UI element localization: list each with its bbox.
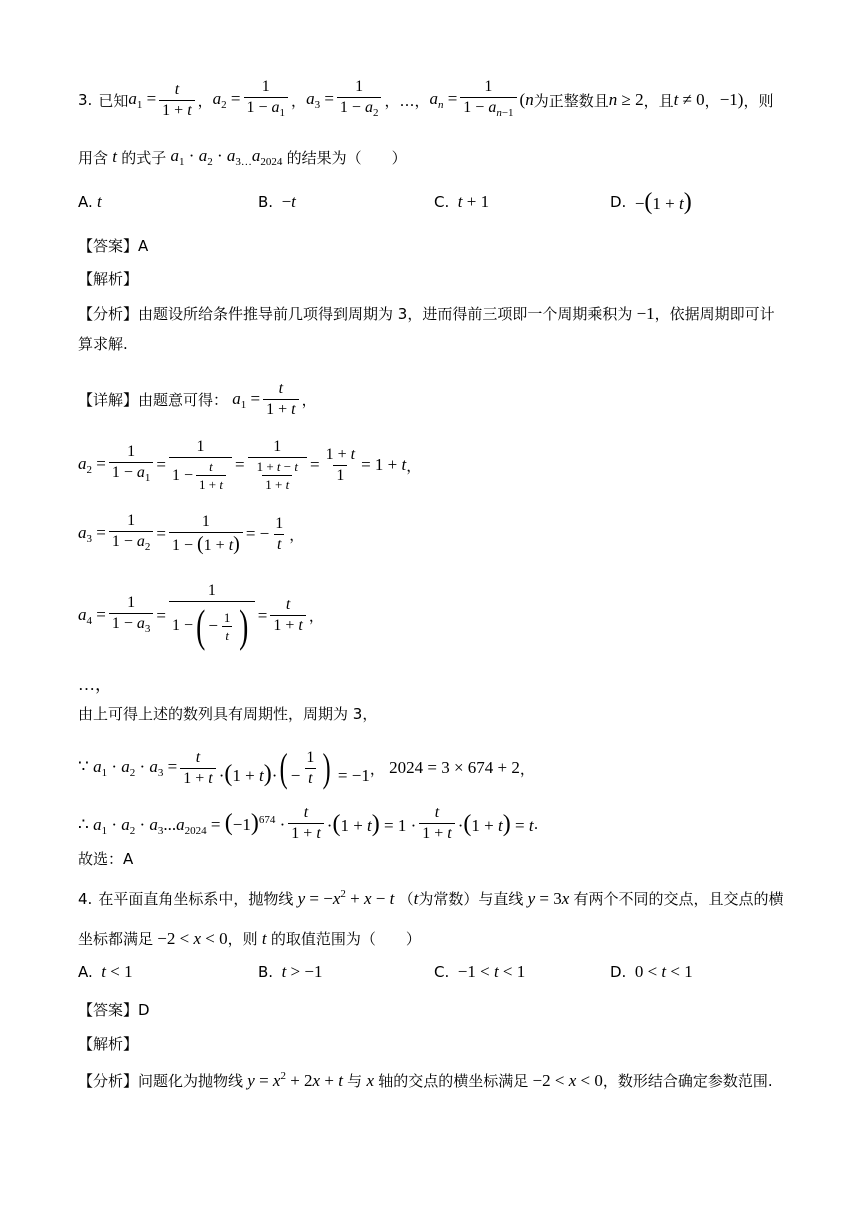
formula-a3: $a_3$ = [306,89,334,111]
option-c: C. t + 1 [434,192,490,211]
fraction: $\frac{1}{1 - a_2}$ [337,78,382,122]
fraction: $\frac{t}{1 + t}$ [159,81,194,120]
q3-detail-a3: $a_3$ = $\frac{1}{1 - a_2}$ = $\frac{1}{1 - (1 + t)}$ = − $\frac{1}{t}$ ， [78,512,305,555]
q3-result-line: ∴ $a_1 \cdot a_2 \cdot a_3...a_{2024} = (-1)^{674}$ · $\frac{t}{1 + t}$ ·(1 + t) = 1 · $\frac{t}{1 + t}$ ·(1 + t) = t . [78,804,539,842]
q3-analysis-header: 【解析】 [78,270,139,288]
question-text: 的式子 [121,148,167,167]
q3-periodic: 由上可得上述的数列具有周期性，周期为 3， [78,705,378,723]
q3-choose: 故选：A [78,850,134,868]
q3-answer: 【答案】A [78,237,149,255]
fraction: $\frac{1}{1 - a_1}$ [244,78,289,122]
question-text: 用含 [78,148,109,167]
option-d: D. 0 < t < 1 [610,962,693,981]
question-text: ，且 [643,91,674,110]
formula-an: $a_n$ = [429,89,458,111]
q3-analysis-line-1: 【分析】由题设所给条件推导前几项得到周期为 3，进而得前三项即一个周期乘积为 −1 ，依据周期即可计 [78,303,775,323]
option-b: B. −t [258,192,296,211]
q4-stem-line-1: 4. 在平面直角坐标系中，抛物线 $y = -x^2 + x - t$ （ t 为常数）与直线 y = 3x 有两个不同的交点，且交点的横 [78,888,784,908]
q3-detail-a2: $a_2$ = $\frac{1}{1 - a_1}$ = 1 1 − $\frac{t}{1 + t}$ = $\frac{1}{\frac{1 + t - t}{1 + t}}$ = $\frac{1 + t}{1}$ = 1 + t ， [78,438,422,492]
q4-stem-line-2: 坐标都满足 −2 < x < 0 ，则 t 的取值范围为（ ） [78,928,421,948]
question-number: 4. [78,889,93,908]
question-text: 已知 [98,91,129,110]
option-c: C. −1 < t < 1 [434,962,526,981]
q3-dots: …， [78,675,112,694]
question-text: 为正整数且 [533,91,609,110]
formula-a2: $a_2$ = [212,89,241,111]
option-a: A. t [78,192,102,211]
question-text: ，则 [743,91,774,110]
option-a: A. t < 1 [78,962,133,981]
formula-a1: $a_1$ = [128,89,157,111]
q3-analysis-line-2: 算求解. [78,335,128,353]
question-text: 的结果为（ ） [286,148,407,167]
q3-detail-a4: $a_4$ = $\frac{1}{1 - a_3}$ = 1 1 − ( − $\frac{1}{t}$ ) = $\frac{t}{1 + t}$ ， [78,582,324,651]
option-b: B. t > −1 [258,962,323,981]
question-number: 3. [78,91,93,109]
q3-stem-line-2: 用含 t 的式子 $a_1 \cdot a_2 \cdot a_{3\dots}a_{2024}$ 的结果为（ ） [78,146,407,168]
option-d: D. −(1 + t) [610,189,692,215]
q3-stem-line-1: 3. 已知 $a_1$ = $\frac{t}{1 + t}$ ， $a_2$ = $\frac{1}{1 - a_1}$ ， $a_3$ = $\frac{1}{1 - a_2}$ ，…， $a_n$ = $\frac{1}{1 - a_{n-1}}$ (n 为正整数且 n ≥ 2 ，且 t ≠ 0 ， −1) ，则 [78,78,798,122]
q4-answer: 【答案】D [78,1001,150,1019]
q4-analysis-line-1: 【分析】问题化为抛物线 $y = x^2 + 2x + t$ 与 x 轴的交点的横坐标满足 −2 < x < 0 ，数形结合确定参数范围. [78,1070,773,1090]
q3-detail-a1: 【详解】由题意可得： $a_1$ = $\frac{t}{1 + t}$ ， [78,380,317,418]
q4-analysis-header: 【解析】 [78,1035,139,1053]
q3-product-line: ∵ $a_1 \cdot a_2 \cdot a_3$ = $\frac{t}{1 + t}$ ·(1 + t)·( − $\frac{1}{t}$ ) = −1 ， 2024 = 3 × 674 + 2 ， [78,745,535,790]
fraction: $\frac{1}{1 - a_{n-1}}$ [460,78,516,122]
